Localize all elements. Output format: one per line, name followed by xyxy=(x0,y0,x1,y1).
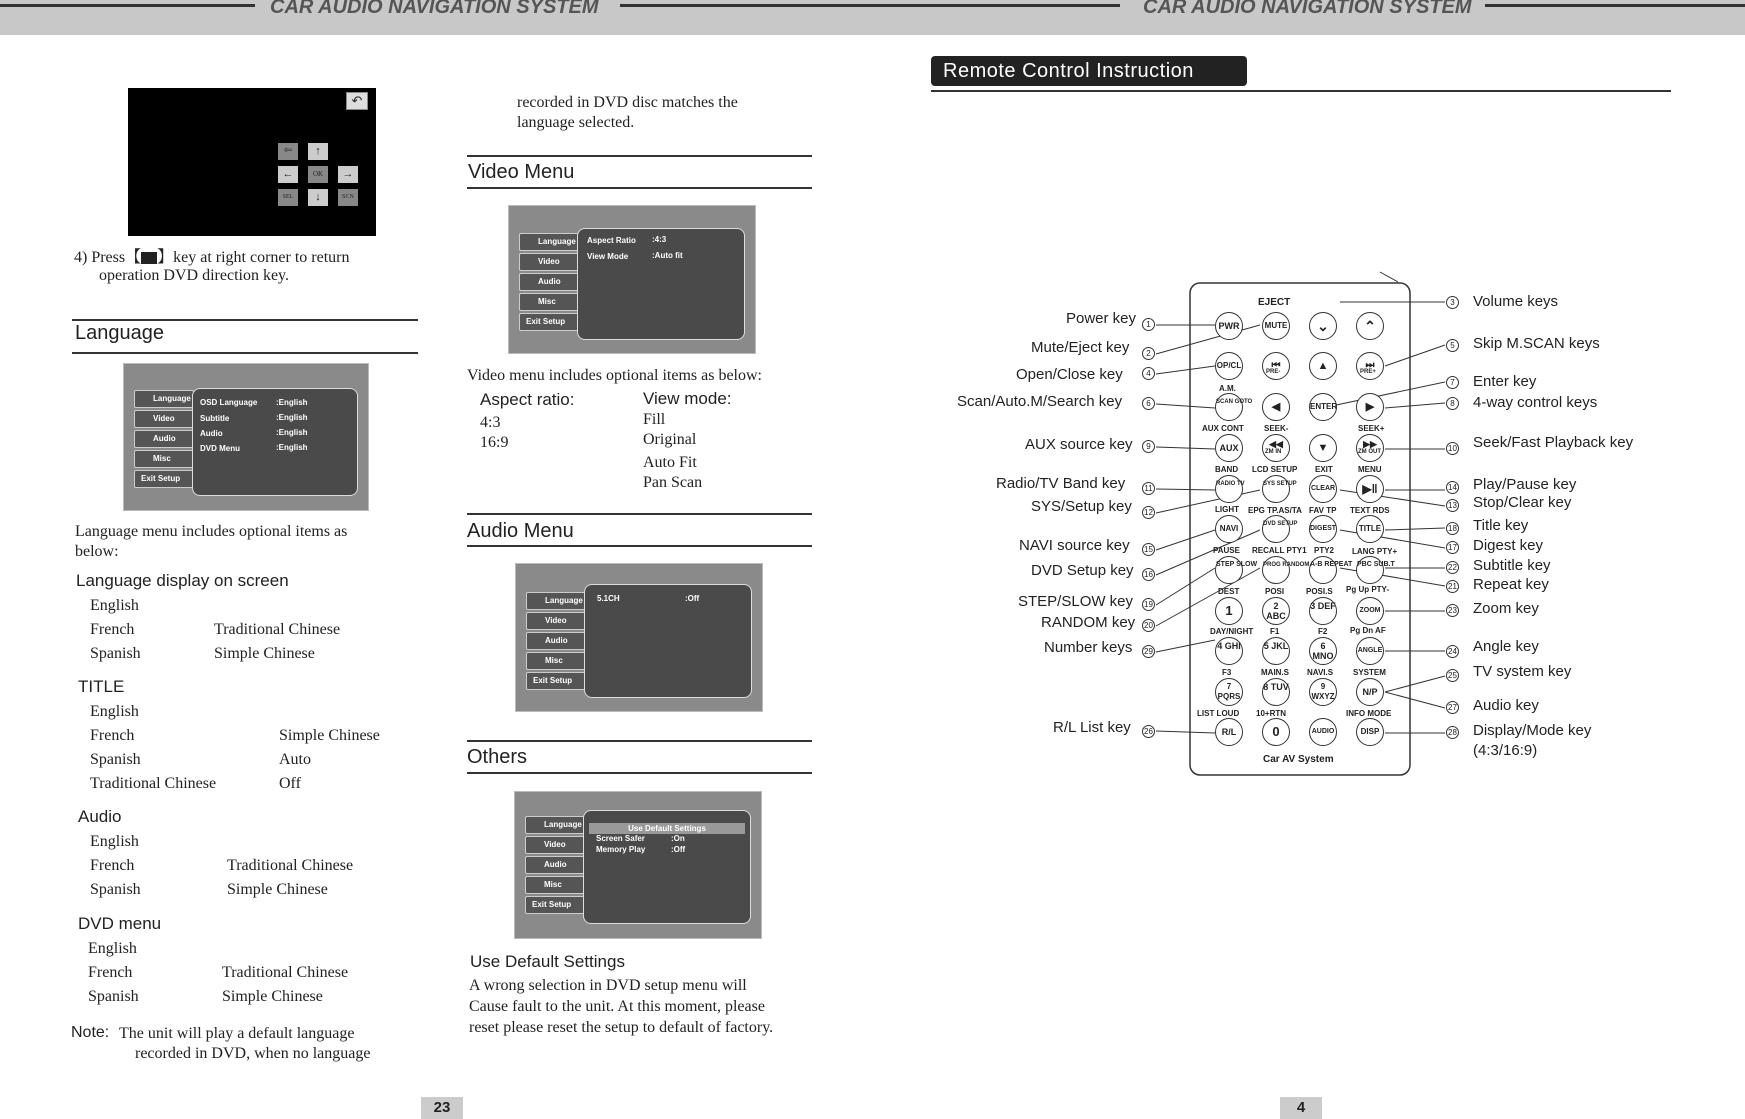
skip-next-button[interactable]: ⏭ xyxy=(1356,352,1384,380)
open-close-key-label: Open/Close key xyxy=(1016,366,1123,383)
audio-menu-heading: Audio Menu xyxy=(467,520,574,542)
zm-in-label: ZM IN xyxy=(1265,449,1282,455)
eject-label: EJECT xyxy=(1258,297,1291,308)
dvd-setup-key-label: DVD Setup key xyxy=(1031,562,1134,579)
list-loud-label: LIST LOUD xyxy=(1197,709,1240,718)
zoom-button[interactable]: ZOOM xyxy=(1356,597,1384,625)
use-default-text: A wrong selection in DVD setup menu will xyxy=(469,977,747,994)
menu-row-label: Subtitle xyxy=(200,414,230,423)
others-heading: Others xyxy=(467,746,528,768)
number-1-button[interactable]: 1 xyxy=(1215,597,1243,625)
disp-button[interactable]: DISP xyxy=(1356,718,1384,746)
option-item: Traditional Chinese xyxy=(222,964,349,981)
seek-minus-label: SEEK- xyxy=(1264,424,1289,433)
option-item: English xyxy=(90,597,139,614)
four-way-keys-label: 4-way control keys xyxy=(1473,394,1598,411)
menu-row-value: :English xyxy=(276,398,308,407)
posi-s-label: POSI.S xyxy=(1306,587,1333,596)
menu-title: Use Default Settings xyxy=(589,823,745,834)
callout-number: 4 xyxy=(1142,367,1155,380)
posi-label: POSI xyxy=(1265,587,1285,596)
option-item: Fill xyxy=(643,411,666,428)
number-4-button[interactable]: 4 GHI xyxy=(1215,637,1243,665)
option-item: French xyxy=(88,964,133,981)
number-2-button[interactable]: 2 ABC xyxy=(1262,597,1290,625)
option-item: English xyxy=(90,833,139,850)
menu-side-item: Misc xyxy=(525,876,585,894)
back-icon: ⇦ xyxy=(278,143,298,160)
title-heading: TITLE xyxy=(78,677,125,696)
skip-mscan-keys-label: Skip M.SCAN keys xyxy=(1473,335,1600,352)
option-item: Spanish xyxy=(90,881,141,898)
menu-side-item: Audio xyxy=(525,856,585,874)
option-item: Auto Fit xyxy=(643,454,697,471)
menu-row-label: View Mode xyxy=(587,252,629,261)
system-label: SYSTEM xyxy=(1353,668,1386,677)
audio-key-label: Audio key xyxy=(1473,697,1539,714)
header-title-left: CAR AUDIO NAVIGATION SYSTEM xyxy=(270,0,599,18)
option-item: Original xyxy=(643,431,697,448)
option-item: Simple Chinese xyxy=(279,727,380,744)
callout-number: 21 xyxy=(1446,580,1459,593)
title-button[interactable]: TITLE xyxy=(1356,515,1384,543)
menu-side-item: Video xyxy=(526,612,586,630)
pg-up-label: Pg Up PTY- xyxy=(1346,585,1390,594)
header-title-right: CAR AUDIO NAVIGATION SYSTEM xyxy=(1143,0,1472,18)
repeat-key-label: Repeat key xyxy=(1473,576,1549,593)
callout-number: 25 xyxy=(1446,669,1459,682)
language-description-line2: below: xyxy=(75,543,119,560)
option-item: Simple Chinese xyxy=(214,645,315,662)
pre-plus-label: PRE+ xyxy=(1360,369,1376,375)
use-default-text-line3: reset please reset the setup to default of factory. xyxy=(469,1019,774,1036)
remote-footer-label: Car AV System xyxy=(1263,754,1334,765)
option-item: Off xyxy=(279,775,301,792)
audio-button[interactable]: AUDIO xyxy=(1309,718,1337,746)
menu-row-value: :Off xyxy=(685,594,700,603)
callout-number: 2 xyxy=(1142,347,1155,360)
callout-number: 8 xyxy=(1446,397,1459,410)
lcd-setup-label: LCD SETUP xyxy=(1252,465,1298,474)
option-item: Traditional Chinese xyxy=(227,857,354,874)
info-mode-label: INFO MODE xyxy=(1346,709,1392,718)
fast-forward-button[interactable]: ▶▶ xyxy=(1356,434,1384,462)
volume-keys-label: Volume keys xyxy=(1473,293,1559,310)
continued-text: recorded in DVD disc matches the xyxy=(517,94,738,111)
option-item: English xyxy=(90,703,139,720)
sys-setup-key-label: SYS/Setup key xyxy=(1031,498,1132,515)
menu-row-value: :English xyxy=(276,443,308,452)
menu-row-label: Screen Safer xyxy=(596,834,645,843)
option-item: 16:9 xyxy=(480,434,509,451)
option-item: Simple Chinese xyxy=(222,988,323,1005)
callout-number: 24 xyxy=(1446,645,1459,658)
f2-label: F2 xyxy=(1318,627,1328,636)
language-heading: Language xyxy=(75,322,164,344)
dvd-setup-button[interactable]: DVD SETUP xyxy=(1262,515,1290,543)
aux-button[interactable]: AUX xyxy=(1215,434,1243,462)
callout-number: 19 xyxy=(1142,598,1155,611)
video-description: Video menu includes optional items as below: xyxy=(467,367,762,384)
volume-down-button[interactable]: ⌄ xyxy=(1309,312,1337,340)
number-keys-label: Number keys xyxy=(1044,639,1133,656)
arrow-left-button[interactable]: ◀ xyxy=(1262,393,1290,421)
callout-number: 26 xyxy=(1142,725,1155,738)
callout-number: 22 xyxy=(1446,561,1459,574)
callout-number: 1 xyxy=(1142,318,1155,331)
angle-button[interactable]: ANGLE xyxy=(1356,637,1384,665)
number-7-button[interactable]: 7 PQRS xyxy=(1215,678,1243,706)
video-menu-heading: Video Menu xyxy=(468,161,575,183)
callout-number: 3 xyxy=(1446,296,1459,309)
prog-random-button[interactable]: PROG RANDOM xyxy=(1262,556,1290,584)
number-6-button[interactable]: 6 MNO xyxy=(1309,637,1337,665)
option-item: Spanish xyxy=(90,645,141,662)
menu-row-label: 5.1CH xyxy=(597,594,620,603)
np-button[interactable]: N/P xyxy=(1356,678,1384,706)
menu-side-item: Misc xyxy=(519,293,579,311)
display-heading: Language display on screen xyxy=(76,571,289,590)
menu-side-item: Exit Setup xyxy=(519,313,579,331)
note-text-line2: recorded in DVD, when no language xyxy=(135,1045,371,1062)
callout-number: 7 xyxy=(1446,376,1459,389)
menu-row-value: :English xyxy=(276,428,308,437)
enter-button[interactable]: ENTER xyxy=(1309,393,1337,421)
dest-label: DEST xyxy=(1218,587,1240,596)
menu-row-label: Memory Play xyxy=(596,845,646,854)
mute-eject-key-label: Mute/Eject key xyxy=(1031,339,1130,356)
number-0-button[interactable]: 0 xyxy=(1262,718,1290,746)
callout-number: 14 xyxy=(1446,481,1459,494)
band-label: BAND xyxy=(1215,465,1239,474)
audio-heading: Audio xyxy=(78,807,122,826)
menu-row-label: DVD Menu xyxy=(200,444,240,453)
option-item: English xyxy=(88,940,137,957)
callout-number: 20 xyxy=(1142,619,1155,632)
text-rds-label: TEXT RDS xyxy=(1350,506,1390,515)
language-description: Language menu includes optional items as xyxy=(75,523,348,540)
play-pause-button[interactable]: ▶‖ xyxy=(1356,475,1384,503)
digest-button[interactable]: DIGEST xyxy=(1309,515,1337,543)
menu-side-item: Audio xyxy=(519,273,579,291)
option-item: Pan Scan xyxy=(643,474,703,491)
callout-number: 6 xyxy=(1142,397,1155,410)
menu-side-item: Language xyxy=(526,592,586,610)
option-item: Simple Chinese xyxy=(227,881,328,898)
menu-row-value: :4:3 xyxy=(652,235,667,244)
callout-number: 28 xyxy=(1446,726,1459,739)
option-item: Spanish xyxy=(88,988,139,1005)
option-item: French xyxy=(90,857,135,874)
press-instruction-line2: operation DVD direction key. xyxy=(99,267,290,284)
ok-key: OK xyxy=(308,166,328,183)
pause-label: PAUSE xyxy=(1213,546,1240,555)
menu-row-value: :English xyxy=(276,413,308,422)
menu-side-item: Video xyxy=(525,836,585,854)
lang-pty-label: LANG PTY+ xyxy=(1352,547,1398,556)
pwr-button[interactable]: PWR xyxy=(1215,312,1243,340)
menu-row-value: :Off xyxy=(671,845,686,854)
aux-source-key-label: AUX source key xyxy=(1025,436,1133,453)
pbc-subt-button[interactable]: PBC SUB.T xyxy=(1356,556,1384,584)
display-mode-key-label: Display/Mode key xyxy=(1473,722,1592,739)
callout-number: 29 xyxy=(1142,645,1155,658)
rl-list-key-label: R/L List key xyxy=(1053,719,1131,736)
zoom-key-label: Zoom key xyxy=(1473,600,1539,617)
callout-number: 18 xyxy=(1446,522,1459,535)
arrow-down-icon: ↓ xyxy=(308,189,328,206)
navi-source-key-label: NAVI source key xyxy=(1019,537,1130,554)
f1-label: F1 xyxy=(1270,627,1280,636)
option-item: French xyxy=(90,621,135,638)
option-item: Traditional Chinese xyxy=(90,775,217,792)
display-mode-subtext: (4:3/16:9) xyxy=(1473,742,1538,759)
callout-number: 16 xyxy=(1142,568,1155,581)
continued-text-line2: language selected. xyxy=(517,114,635,131)
note-text: The unit will play a default language xyxy=(119,1025,355,1042)
menu-side-item: Audio xyxy=(134,430,194,448)
pg-dn-label: Pg Dn AF xyxy=(1350,626,1386,635)
tv-system-key-label: TV system key xyxy=(1473,663,1572,680)
play-pause-key-label: Play/Pause key xyxy=(1473,476,1577,493)
number-5-button[interactable]: 5 JKL xyxy=(1262,637,1290,665)
random-key-label: RANDOM key xyxy=(1041,614,1136,631)
step-slow-button[interactable]: STEP SLOW xyxy=(1215,556,1243,584)
menu-row-value: :On xyxy=(671,834,685,843)
callout-number: 11 xyxy=(1142,482,1155,495)
menu-row-label: Aspect Ratio xyxy=(587,236,636,245)
menu-side-item: Video xyxy=(519,253,579,271)
use-default-heading: Use Default Settings xyxy=(470,952,625,971)
aspect-ratio-heading: Aspect ratio: xyxy=(480,390,575,409)
op-cl-button[interactable]: OP/CL xyxy=(1215,352,1243,380)
menu-label: MENU xyxy=(1358,465,1382,474)
scan-search-key-label: Scan/Auto.M/Search key xyxy=(957,393,1123,410)
menu-side-item: Misc xyxy=(134,450,194,468)
navi-button[interactable]: NAVI xyxy=(1215,515,1243,543)
arrow-up-icon: ↑ xyxy=(308,143,328,160)
radio-tv-band-key-label: Radio/TV Band key xyxy=(996,475,1126,492)
seek-fast-playback-label: Seek/Fast Playback key xyxy=(1473,434,1634,451)
option-item: Traditional Chinese xyxy=(214,621,341,638)
press-instruction: 4) Press【 】key at right corner to return xyxy=(74,249,350,266)
dvd-menu-heading: DVD menu xyxy=(78,914,162,933)
main-s-label: MAIN.S xyxy=(1261,668,1289,677)
callout-number: 13 xyxy=(1446,499,1459,512)
note-label: Note: xyxy=(71,1024,110,1041)
option-item: Auto xyxy=(279,751,311,768)
mute-button[interactable]: MUTE xyxy=(1262,312,1290,340)
epg-label: EPG TP.AS/TA xyxy=(1248,506,1302,515)
menu-row-label: OSD Language xyxy=(200,398,258,407)
callout-number: 17 xyxy=(1446,541,1459,554)
menu-side-item: Language xyxy=(525,816,585,834)
skip-prev-button[interactable]: ⏮ xyxy=(1262,352,1290,380)
sel-key: SEL xyxy=(278,189,298,206)
arrow-down-button[interactable]: ▼ xyxy=(1309,434,1337,462)
fav-tp-label: FAV TP xyxy=(1309,506,1337,515)
menu-side-item: Exit Setup xyxy=(134,470,194,488)
menu-side-item: Language xyxy=(519,233,579,251)
number-8-button[interactable]: 8 TUV xyxy=(1262,678,1290,706)
light-label: LIGHT xyxy=(1215,505,1239,514)
menu-side-item: Exit Setup xyxy=(526,672,586,690)
seek-plus-label: SEEK+ xyxy=(1358,424,1385,433)
callout-number: 5 xyxy=(1446,339,1459,352)
pty2-label: PTY2 xyxy=(1314,546,1335,555)
enter-key-label: Enter key xyxy=(1473,373,1537,390)
menu-side-item: Video xyxy=(134,410,194,428)
aux-cont-label: AUX CONT xyxy=(1202,424,1244,433)
menu-side-item: Audio xyxy=(526,632,586,650)
exit-label: EXIT xyxy=(1315,465,1333,474)
radio-tv-button[interactable]: RADIO TV xyxy=(1215,475,1243,503)
am-label: A.M. xyxy=(1219,384,1236,393)
arrow-right-icon: → xyxy=(338,166,358,183)
callout-number: 9 xyxy=(1142,440,1155,453)
callout-number: 15 xyxy=(1142,543,1155,556)
use-default-text-line2: Cause fault to the unit. At this moment, please xyxy=(469,998,765,1015)
menu-row-label: Audio xyxy=(200,429,223,438)
remote-control-title: Remote Control Instruction xyxy=(931,56,1247,86)
power-key-label: Power key xyxy=(1066,310,1137,327)
f3-label: F3 xyxy=(1222,668,1232,677)
callout-number: 10 xyxy=(1446,442,1459,455)
rl-button[interactable]: R/L xyxy=(1215,718,1243,746)
view-mode-heading: View mode: xyxy=(643,389,732,408)
pre-minus-label: PRE- xyxy=(1266,369,1281,375)
return-icon: ↶ xyxy=(346,92,368,110)
menu-side-item: Misc xyxy=(526,652,586,670)
subtitle-key-label: Subtitle key xyxy=(1473,557,1551,574)
day-night-label: DAY/NIGHT xyxy=(1210,627,1254,636)
zm-out-label: ZM OUT xyxy=(1358,449,1381,455)
navi-s-label: NAVI.S xyxy=(1307,668,1334,677)
callout-number: 23 xyxy=(1446,604,1459,617)
arrow-up-button[interactable]: ▲ xyxy=(1309,352,1337,380)
arrow-right-button[interactable]: ▶ xyxy=(1356,393,1384,421)
recall-pty1-label: RECALL PTY1 xyxy=(1252,546,1307,555)
menu-row-value: :Auto fit xyxy=(652,251,683,260)
digest-key-label: Digest key xyxy=(1473,537,1544,554)
volume-up-button[interactable]: ⌃ xyxy=(1356,312,1384,340)
step-slow-key-label: STEP/SLOW key xyxy=(1018,593,1134,610)
number-3-button[interactable]: 3 DEF xyxy=(1309,597,1337,625)
title-key-label: Title key xyxy=(1473,517,1529,534)
callout-number: 12 xyxy=(1142,506,1155,519)
sys-setup-button[interactable]: SYS SETUP xyxy=(1262,475,1290,503)
option-item: Spanish xyxy=(90,751,141,768)
page-number-right: 4 xyxy=(1280,1097,1322,1119)
arrow-left-icon: ← xyxy=(278,166,298,183)
scn-key: SCN xyxy=(338,189,358,206)
scan-goto-button[interactable]: SCAN GOTO xyxy=(1215,393,1243,421)
option-item: French xyxy=(90,727,135,744)
option-item: 4:3 xyxy=(480,414,501,431)
rewind-button[interactable]: ◀◀ xyxy=(1262,434,1290,462)
page-number-left: 23 xyxy=(421,1097,463,1119)
number-9-button[interactable]: 9 WXYZ xyxy=(1309,678,1337,706)
menu-side-item: Exit Setup xyxy=(525,896,585,914)
angle-key-label: Angle key xyxy=(1473,638,1539,655)
stop-clear-key-label: Stop/Clear key xyxy=(1473,494,1572,511)
callout-number: 27 xyxy=(1446,701,1459,714)
clear-button[interactable]: CLEAR xyxy=(1309,475,1337,503)
menu-side-item: Language xyxy=(134,390,194,408)
ab-repeat-button[interactable]: A-B REPEAT xyxy=(1309,556,1337,584)
ten-plus-rtn-label: 10+RTN xyxy=(1256,709,1287,718)
